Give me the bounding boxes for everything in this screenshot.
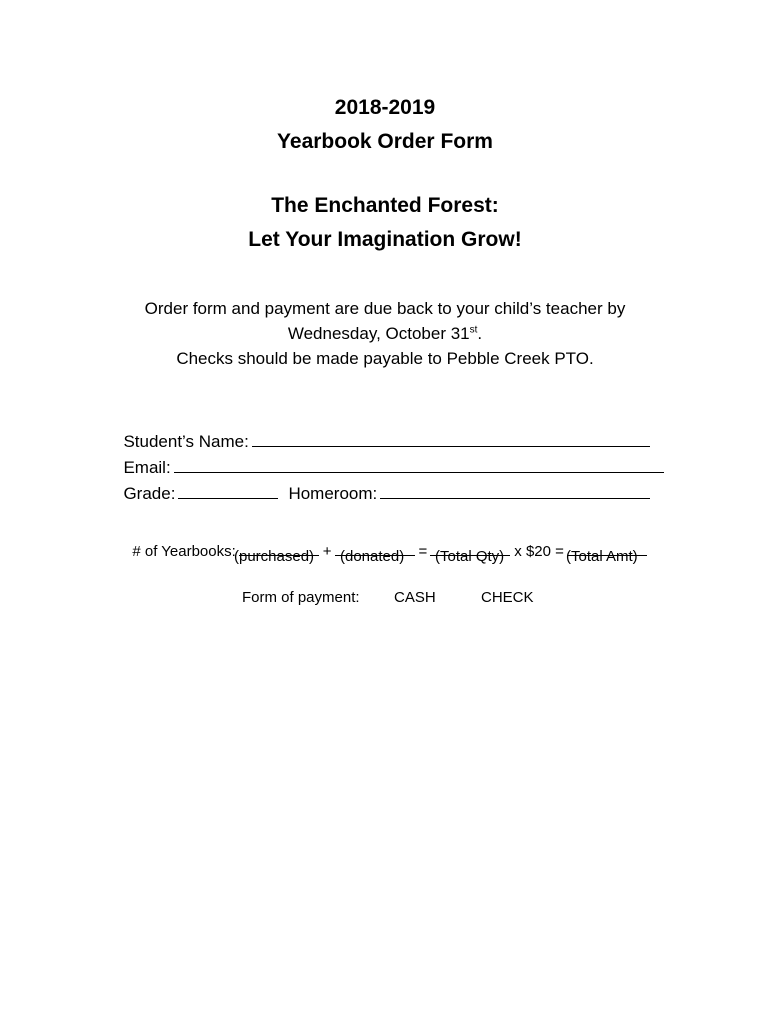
grade-field[interactable] bbox=[178, 483, 278, 499]
total-amt-caption: (Total Amt) bbox=[566, 548, 638, 565]
student-name-label: Student’s Name: bbox=[123, 432, 249, 451]
payment-option-cash[interactable]: CASH bbox=[394, 589, 436, 606]
instruction-line-3: Checks should be made payable to Pebble Creek PTO. bbox=[176, 349, 594, 368]
donated-caption: (donated) bbox=[340, 548, 405, 565]
purchased-caption: (purchased) bbox=[234, 548, 315, 565]
grade-homeroom-row bbox=[114, 463, 650, 504]
year-heading: 2018-2019 bbox=[334, 96, 436, 119]
payment-label: Form of payment: bbox=[242, 589, 360, 606]
email-label: Email: bbox=[123, 458, 171, 477]
instruction-line-1: Order form and payment are due back to your child’s teacher by bbox=[144, 299, 626, 318]
theme-subtitle: Let Your Imagination Grow! bbox=[248, 228, 522, 251]
instruction-line-2 bbox=[0, 324, 770, 344]
payment-option-check[interactable]: CHECK bbox=[481, 589, 534, 606]
total-qty-caption: (Total Qty) bbox=[435, 548, 505, 565]
homeroom-field[interactable] bbox=[380, 483, 650, 499]
homeroom-label: Homeroom: bbox=[288, 484, 378, 503]
theme-title: The Enchanted Forest: bbox=[271, 194, 499, 217]
plus-sign: + bbox=[322, 543, 332, 560]
form-title: Yearbook Order Form bbox=[277, 130, 493, 153]
yearbooks-label: # of Yearbooks: bbox=[132, 543, 236, 560]
price-label: x $20 = bbox=[514, 543, 564, 560]
due-date-suffix: st bbox=[469, 324, 478, 336]
due-date: Wednesday, October 31 bbox=[287, 324, 470, 343]
due-date-period: . bbox=[477, 324, 483, 343]
equals-sign: = bbox=[418, 543, 428, 560]
grade-label: Grade: bbox=[123, 484, 176, 503]
